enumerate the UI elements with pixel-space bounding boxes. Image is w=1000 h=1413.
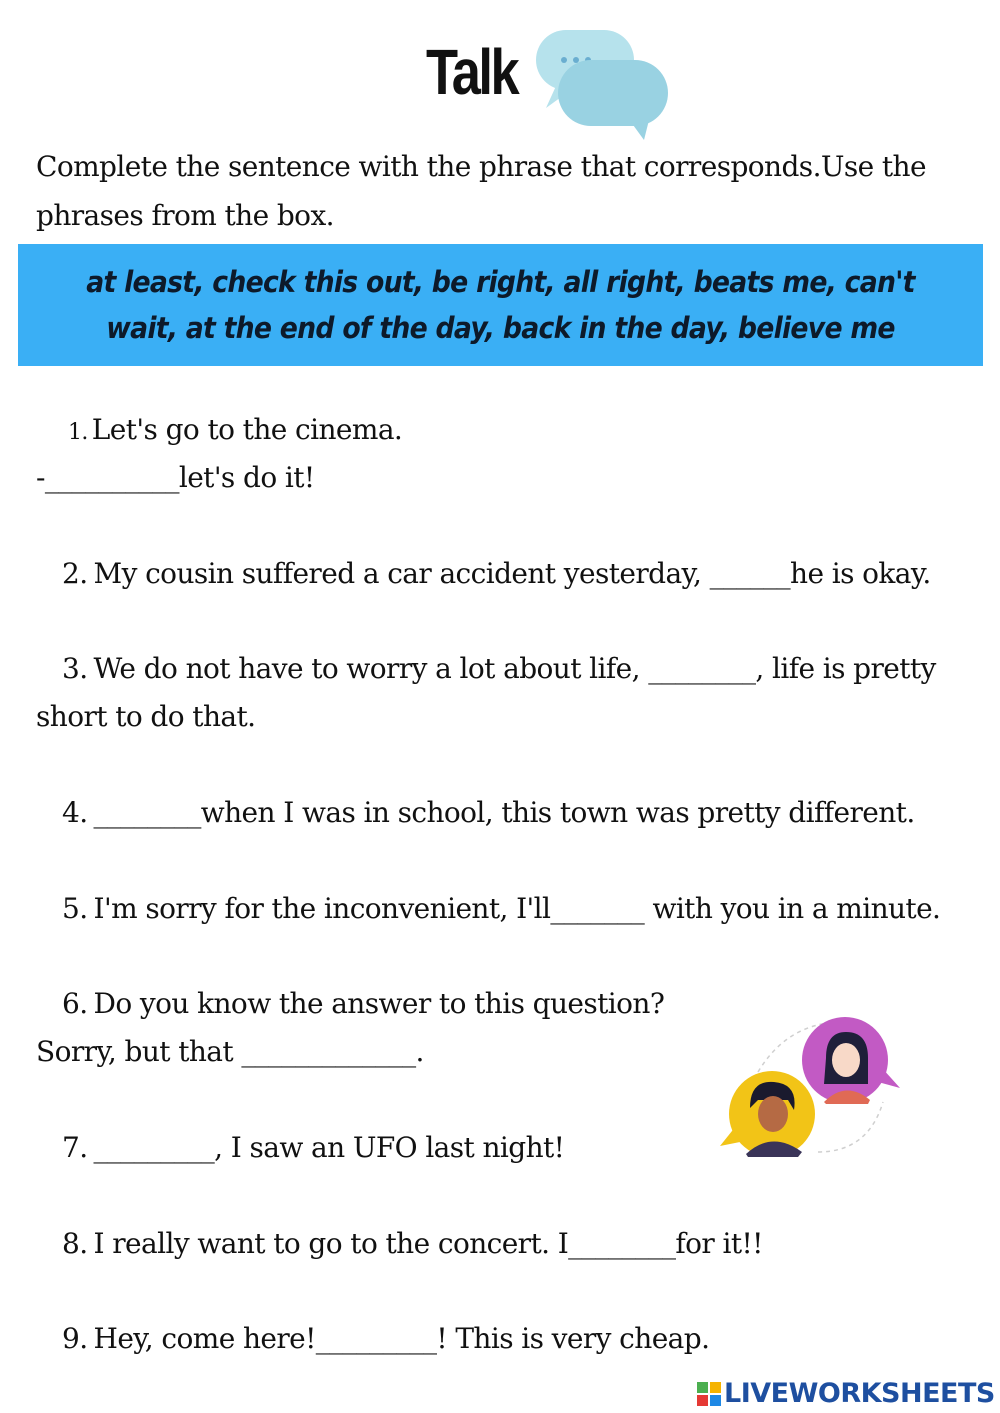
liveworksheets-logo (696, 1378, 995, 1409)
question-3 (62, 645, 936, 693)
page-title: Talk (426, 36, 518, 108)
question-text: Do you know the answer to this question? (93, 987, 665, 1020)
question-number: 4. (62, 796, 88, 829)
liveworksheets-logo-icon (696, 1381, 722, 1407)
question-text: ________when I was in school, this town was pretty different. (93, 796, 915, 829)
question-number: 7. (62, 1131, 88, 1164)
question-text: We do not have to worry a lot about life, ________, life is pretty (93, 652, 936, 685)
question-1-answer-line: -__________let's do it! (36, 461, 315, 494)
phrase-box (18, 244, 983, 366)
watermark-text: LIVEWORKSHEETS (724, 1378, 995, 1409)
question-text: I really want to go to the concert. I________for it!! (93, 1227, 763, 1260)
question-number: 6. (62, 987, 88, 1020)
question-number: 5. (62, 892, 88, 925)
question-text: Hey, come here!_________! This is very cheap. (93, 1322, 710, 1355)
question-text: I'm sorry for the inconvenient, I'll_______ with you in a minute. (93, 892, 941, 925)
question-8 (62, 1220, 763, 1268)
instruction-text: Complete the sentence with the phrase that corresponds.Use the phrases from the box. (36, 150, 926, 232)
question-text: _________, I saw an UFO last night! (93, 1131, 565, 1164)
question-text: My cousin suffered a car accident yesterday, ______he is okay. (93, 557, 931, 590)
question-number: 1. (68, 420, 88, 445)
speech-bubble-icon (528, 26, 673, 141)
question-3-continued: short to do that. (36, 700, 256, 733)
question-5 (62, 885, 940, 933)
question-6-answer-line: Sorry, but that _____________. (36, 1035, 424, 1068)
phrase-list: at least, check this out, be right, all right, beats me, can't wait, at the end of the day, back in the day, believe me (86, 265, 915, 345)
question-1 (68, 406, 402, 457)
question-9 (62, 1315, 709, 1363)
question-number: 2. (62, 557, 88, 590)
question-7 (62, 1124, 564, 1172)
question-6 (62, 980, 664, 1028)
question-text: Let's go to the cinema. (91, 413, 403, 446)
people-chat-illustration (718, 1012, 908, 1162)
question-number: 3. (62, 652, 88, 685)
question-4 (62, 789, 915, 837)
question-number: 8. (62, 1227, 88, 1260)
question-2 (62, 550, 931, 598)
question-number: 9. (62, 1322, 88, 1355)
